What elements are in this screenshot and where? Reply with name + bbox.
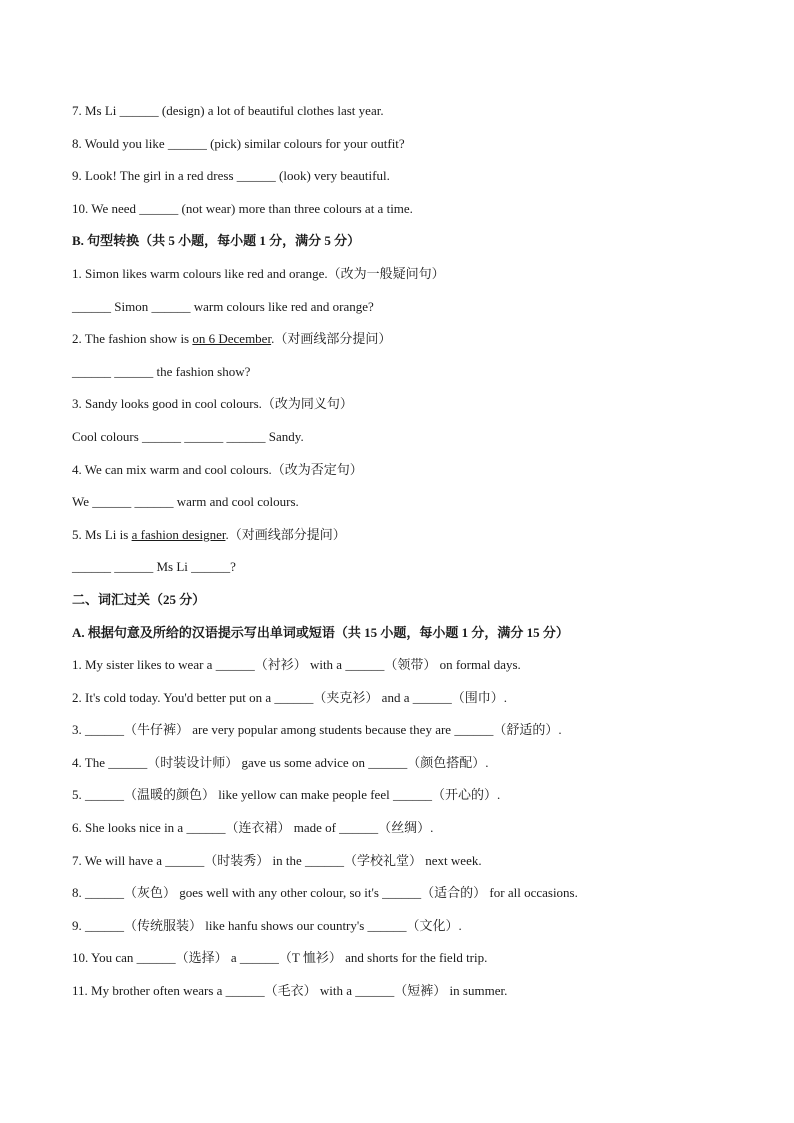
question-b5-text: 5. Ms Li is (72, 526, 132, 542)
question-a7: 7. Ms Li ______ (design) a lot of beautiful clothes last year. (72, 103, 384, 118)
vocab-item-4: 4. The ______（时装设计师） gave us some advice on ______（颜色搭配）. (72, 754, 489, 770)
vocab-item-5: 5. ______（温暖的颜色） like yellow can make people feel ______（开心的）. (72, 787, 501, 803)
underlined-phrase: a fashion designer (131, 526, 226, 542)
question-b2-instruction: .（对画线部分提问） (271, 331, 392, 347)
question-b2 (72, 329, 722, 362)
answer-line-b5: ______ ______ Ms Li ______? (72, 559, 236, 575)
answer-line-b3: Cool colours ______ ______ ______ Sandy. (72, 428, 304, 444)
question-a8: 8. Would you like ______ (pick) similar colours for your outfit? (72, 135, 405, 151)
question-b2-text: 2. The fashion show is (72, 331, 193, 347)
question-b1: 1. Simon likes warm colours like red and orange.（改为一般疑问句） (72, 265, 445, 281)
question-a9: 9. Look! The girl in a red dress ______ (look) very beautiful. (72, 168, 390, 184)
question-b5 (72, 525, 722, 558)
vocab-item-9: 9. ______（传统服装） like hanfu shows our country's ______（文化）. (72, 917, 462, 933)
worksheet-page (72, 101, 722, 1014)
vocab-item-11: 11. My brother often wears a ______（毛衣） with a ______（短裤） in summer. (72, 983, 508, 999)
question-b5-instruction: .（对画线部分提问） (225, 526, 346, 542)
section-2-heading: 二、词汇过关（25 分） (72, 591, 206, 607)
vocab-item-3: 3. ______（牛仔裤） are very popular among students because they are ______（舒适的）. (72, 722, 562, 738)
vocab-item-10: 10. You can ______（选择） a ______（T 恤衫） and shorts for the field trip. (72, 950, 488, 966)
vocab-item-8: 8. ______（灰色） goes well with any other colour, so it's ______（适合的） for all occasions. (72, 885, 578, 901)
question-b3: 3. Sandy looks good in cool colours.（改为同义句） (72, 396, 353, 412)
vocab-item-1: 1. My sister likes to wear a ______（衬衫） with a ______（领带） on formal days. (72, 657, 521, 673)
section-b-heading: B. 句型转换（共 5 小题，每小题 1 分，满分 5 分） (72, 233, 361, 249)
answer-line-b2: ______ ______ the fashion show? (72, 363, 251, 379)
vocab-item-7: 7. We will have a ______（时装秀） in the ______（学校礼堂） next week. (72, 852, 482, 868)
answer-line-b1: ______ Simon ______ warm colours like red and orange? (72, 298, 374, 314)
question-a10: 10. We need ______ (not wear) more than three colours at a time. (72, 200, 413, 216)
vocab-item-6: 6. She looks nice in a ______（连衣裙） made of ______（丝绸）. (72, 820, 434, 836)
question-b4: 4. We can mix warm and cool colours.（改为否定句） (72, 461, 363, 477)
vocab-item-2: 2. It's cold today. You'd better put on a ______（夹克衫） and a ______（围巾）. (72, 689, 507, 705)
underlined-phrase: on 6 December (192, 331, 272, 347)
section-2a-heading: A. 根据句意及所给的汉语提示写出单词或短语（共 15 小题，每小题 1 分，满分 15 分） (72, 624, 569, 640)
answer-line-b4: We ______ ______ warm and cool colours. (72, 494, 299, 510)
